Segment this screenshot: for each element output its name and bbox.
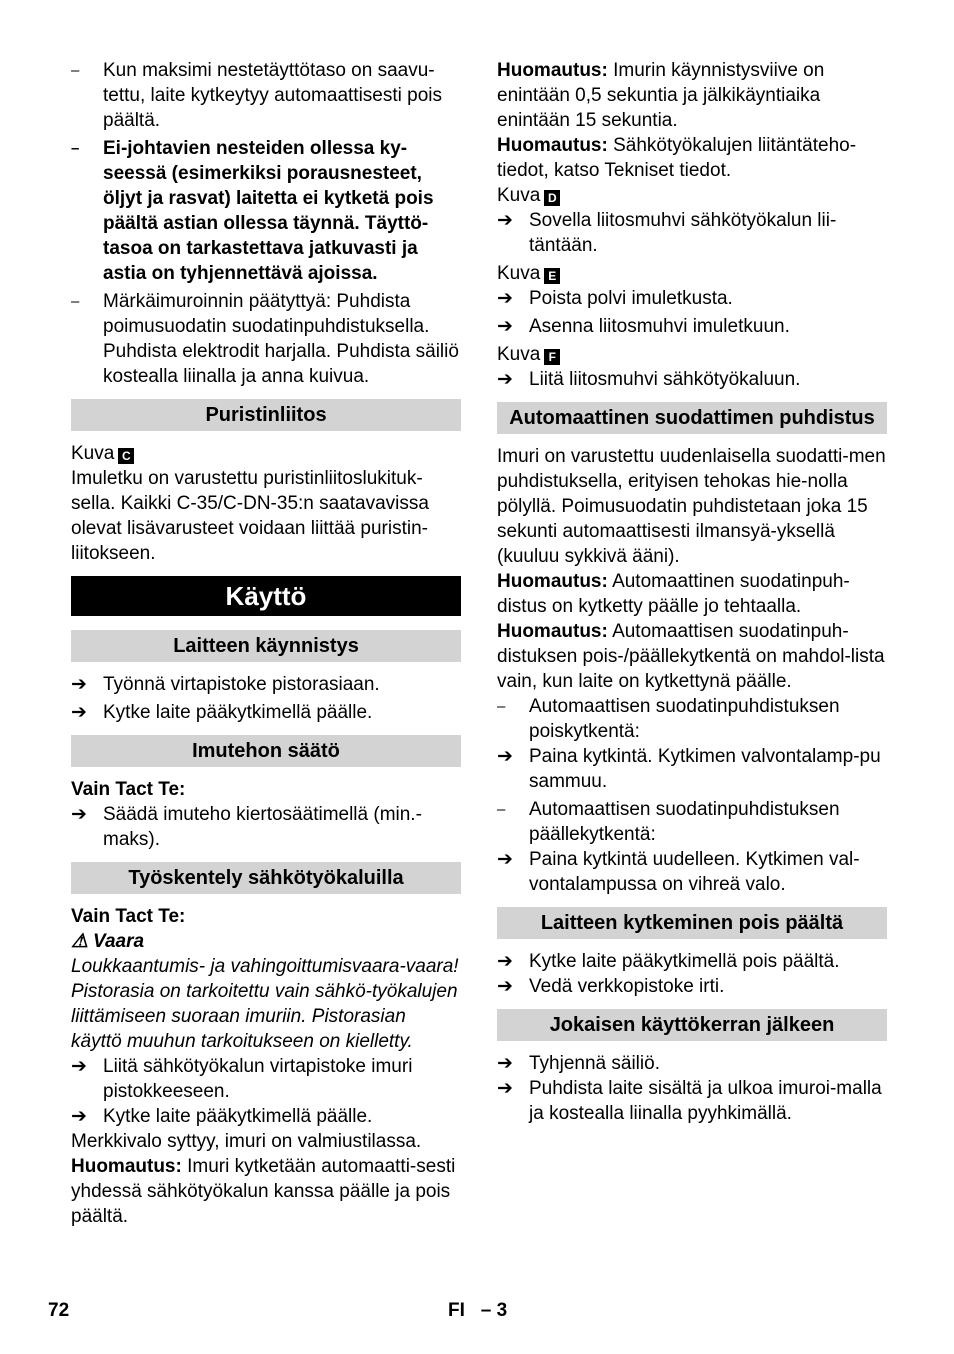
section-heading-sahkotyokalut: Työskentely sähkötyökaluilla [71,862,461,894]
list-item-warning: – Ei-johtavien nesteiden ollessa ky-seessä (esimerkiksi porausnesteet, öljyt ja rasvat) laitetta ei kytketä pois päältä astian ollessa täynnä. Täyttö-tasoa on tarkastettava jatkuvasti ja astia on tyhjennettävä ajoissa. [71,138,434,284]
note: Huomautus: Imuri kytketään automaatti-sesti yhdessä sähkötyökalun kanssa päälle ja pois päältä. [71,1156,456,1227]
arrow-icon: ➔ [71,1106,87,1127]
list-item: – Automaattisen suodatinpuhdistuksen päällekytkentä: [497,799,840,845]
dash-bullet: – [497,801,506,818]
paragraph: Merkkivalo syttyy, imuri on valmiustilassa. [71,1131,422,1152]
section-heading-auto-puhdistus: Automaattinen suodattimen puhdistus [497,402,887,434]
figure-letter-icon: F [544,349,560,365]
left-column [71,58,461,1229]
step-item: ➔ Liitä sähkötyökalun virtapistoke imuri pistokkeeseen. [71,1056,413,1102]
step-item: ➔ Tyhjennä säiliö. [497,1053,660,1074]
language-page-code: FI – 3 [448,1300,508,1321]
section-heading-imuteho: Imutehon säätö [71,735,461,767]
step-item: ➔ Puhdista laite sisältä ja ulkoa imuroi-malla ja kostealla liinalla pyyhkimällä. [497,1078,882,1124]
step-item: ➔ Liitä liitosmuhvi sähkötyökaluun. [497,369,801,390]
step-item: ➔ Paina kytkintä uudelleen. Kytkimen val-vontalampussa on vihreä valo. [497,849,860,895]
section-heading-pois-paalta: Laitteen kytkeminen pois päältä [497,907,887,939]
step-item: ➔ Vedä verkkopistoke irti. [497,976,725,997]
dash-bullet: – [71,140,80,157]
arrow-icon: ➔ [71,674,87,695]
arrow-icon: ➔ [497,746,513,767]
note: Huomautus: Automaattinen suodatinpuh-distus on kytketty päälle jo tehtaalla. [497,571,850,617]
right-column [497,58,887,1126]
arrow-icon: ➔ [497,1053,513,1074]
step-item: ➔ Poista polvi imuletkusta. [497,288,733,309]
label: Vain Tact Te: [71,906,186,927]
figure-letter-icon: C [118,448,134,464]
note: Huomautus: Imurin käynnistysviive on enintään 0,5 sekuntia ja jälkikäyntiaika enintään 15 sekuntia. [497,60,825,131]
note: Huomautus: Automaattisen suodatinpuh-distuksen pois-/päällekytkentä on mahdol-lista vain, kun laite on kytkettynä päälle. [497,621,885,692]
step-item: ➔ Kytke laite pääkytkimellä päälle. [71,702,373,723]
step-item: ➔ Työnnä virtapistoke pistorasiaan. [71,674,380,695]
arrow-icon: ➔ [497,976,513,997]
note: Huomautus: Sähkötyökalujen liitäntäteho-tiedot, katso Tekniset tiedot. [497,135,857,181]
arrow-icon: ➔ [71,804,87,825]
section-heading-jalkeen: Jokaisen käyttökerran jälkeen [497,1009,887,1041]
page-number: 72 [48,1300,70,1321]
dash-bullet: – [71,293,80,310]
step-item: ➔ Säädä imuteho kiertosäätimellä (min.-maks). [71,804,422,850]
label: Vain Tact Te: [71,779,186,800]
arrow-icon: ➔ [497,316,513,337]
figure-ref: Kuva F [497,342,887,367]
section-heading-kaynnistys: Laitteen käynnistys [71,630,461,662]
arrow-icon: ➔ [497,369,513,390]
step-item: ➔ Paina kytkintä. Kytkimen valvontalamp-pu sammuu. [497,746,881,792]
paragraph: Imuletku on varustettu puristinliitoslukituk-sella. Kaikki C-35/C-DN-35:n saatavavissa olevat lisävarusteet voidaan liittää puristin-liitokseen. [71,468,429,564]
arrow-icon: ➔ [497,288,513,309]
warning-text: Loukkaantumis- ja vahingoittumisvaara-vaara! Pistorasia on tarkoitettu vain sähkö-työkalujen liittämiseen suoraan imuriin. Pistorasian käyttö muuhun tarkoitukseen on kielletty. [71,956,459,1052]
step-item: ➔ Sovella liitosmuhvi sähkötyökalun lii-täntään. [497,210,837,256]
figure-letter-icon: D [544,190,560,206]
figure-letter-icon: E [544,268,560,284]
warning-icon: ⚠ [71,931,89,952]
arrow-icon: ➔ [497,951,513,972]
list-item: – Automaattisen suodatinpuhdistuksen poiskytkentä: [497,696,840,742]
dash-bullet: – [71,62,80,79]
section-heading-puristinliitos: Puristinliitos [71,399,461,431]
step-item: ➔ Kytke laite pääkytkimellä päälle. [71,1106,373,1127]
figure-ref: Kuva D [497,183,887,208]
arrow-icon: ➔ [497,210,513,231]
arrow-icon: ➔ [497,1078,513,1099]
step-item: ➔ Kytke laite pääkytkimellä pois päältä. [497,951,840,972]
figure-ref: Kuva E [497,261,887,286]
arrow-icon: ➔ [497,849,513,870]
step-item: ➔ Asenna liitosmuhvi imuletkuun. [497,316,790,337]
list-item: – Kun maksimi nestetäyttötaso on saavu-tettu, laite kytkeytyy automaattisesti pois päältä. [71,60,442,131]
dash-bullet: – [497,698,506,715]
chapter-banner: Käyttö [71,576,461,616]
figure-ref: Kuva C [71,441,461,466]
paragraph: Imuri on varustettu uudenlaisella suodatti-men puhdistuksella, erityisen tehokas hie-nolla pölyllä. Poimusuodatin puhdistetaan joka 15 sekunti automaattisesti ilmansyä-yksellä (kuuluu sykkivä ääni). [497,446,886,567]
arrow-icon: ➔ [71,1056,87,1077]
list-item: – Märkäimuroinnin päätyttyä: Puhdista poimusuodatin suodatinpuhdistuksella. Puhdista elektrodit harjalla. Puhdista säiliö kostealla liinalla ja anna kuivua. [71,291,459,387]
warning-title: ⚠ Vaara [71,931,145,952]
arrow-icon: ➔ [71,702,87,723]
